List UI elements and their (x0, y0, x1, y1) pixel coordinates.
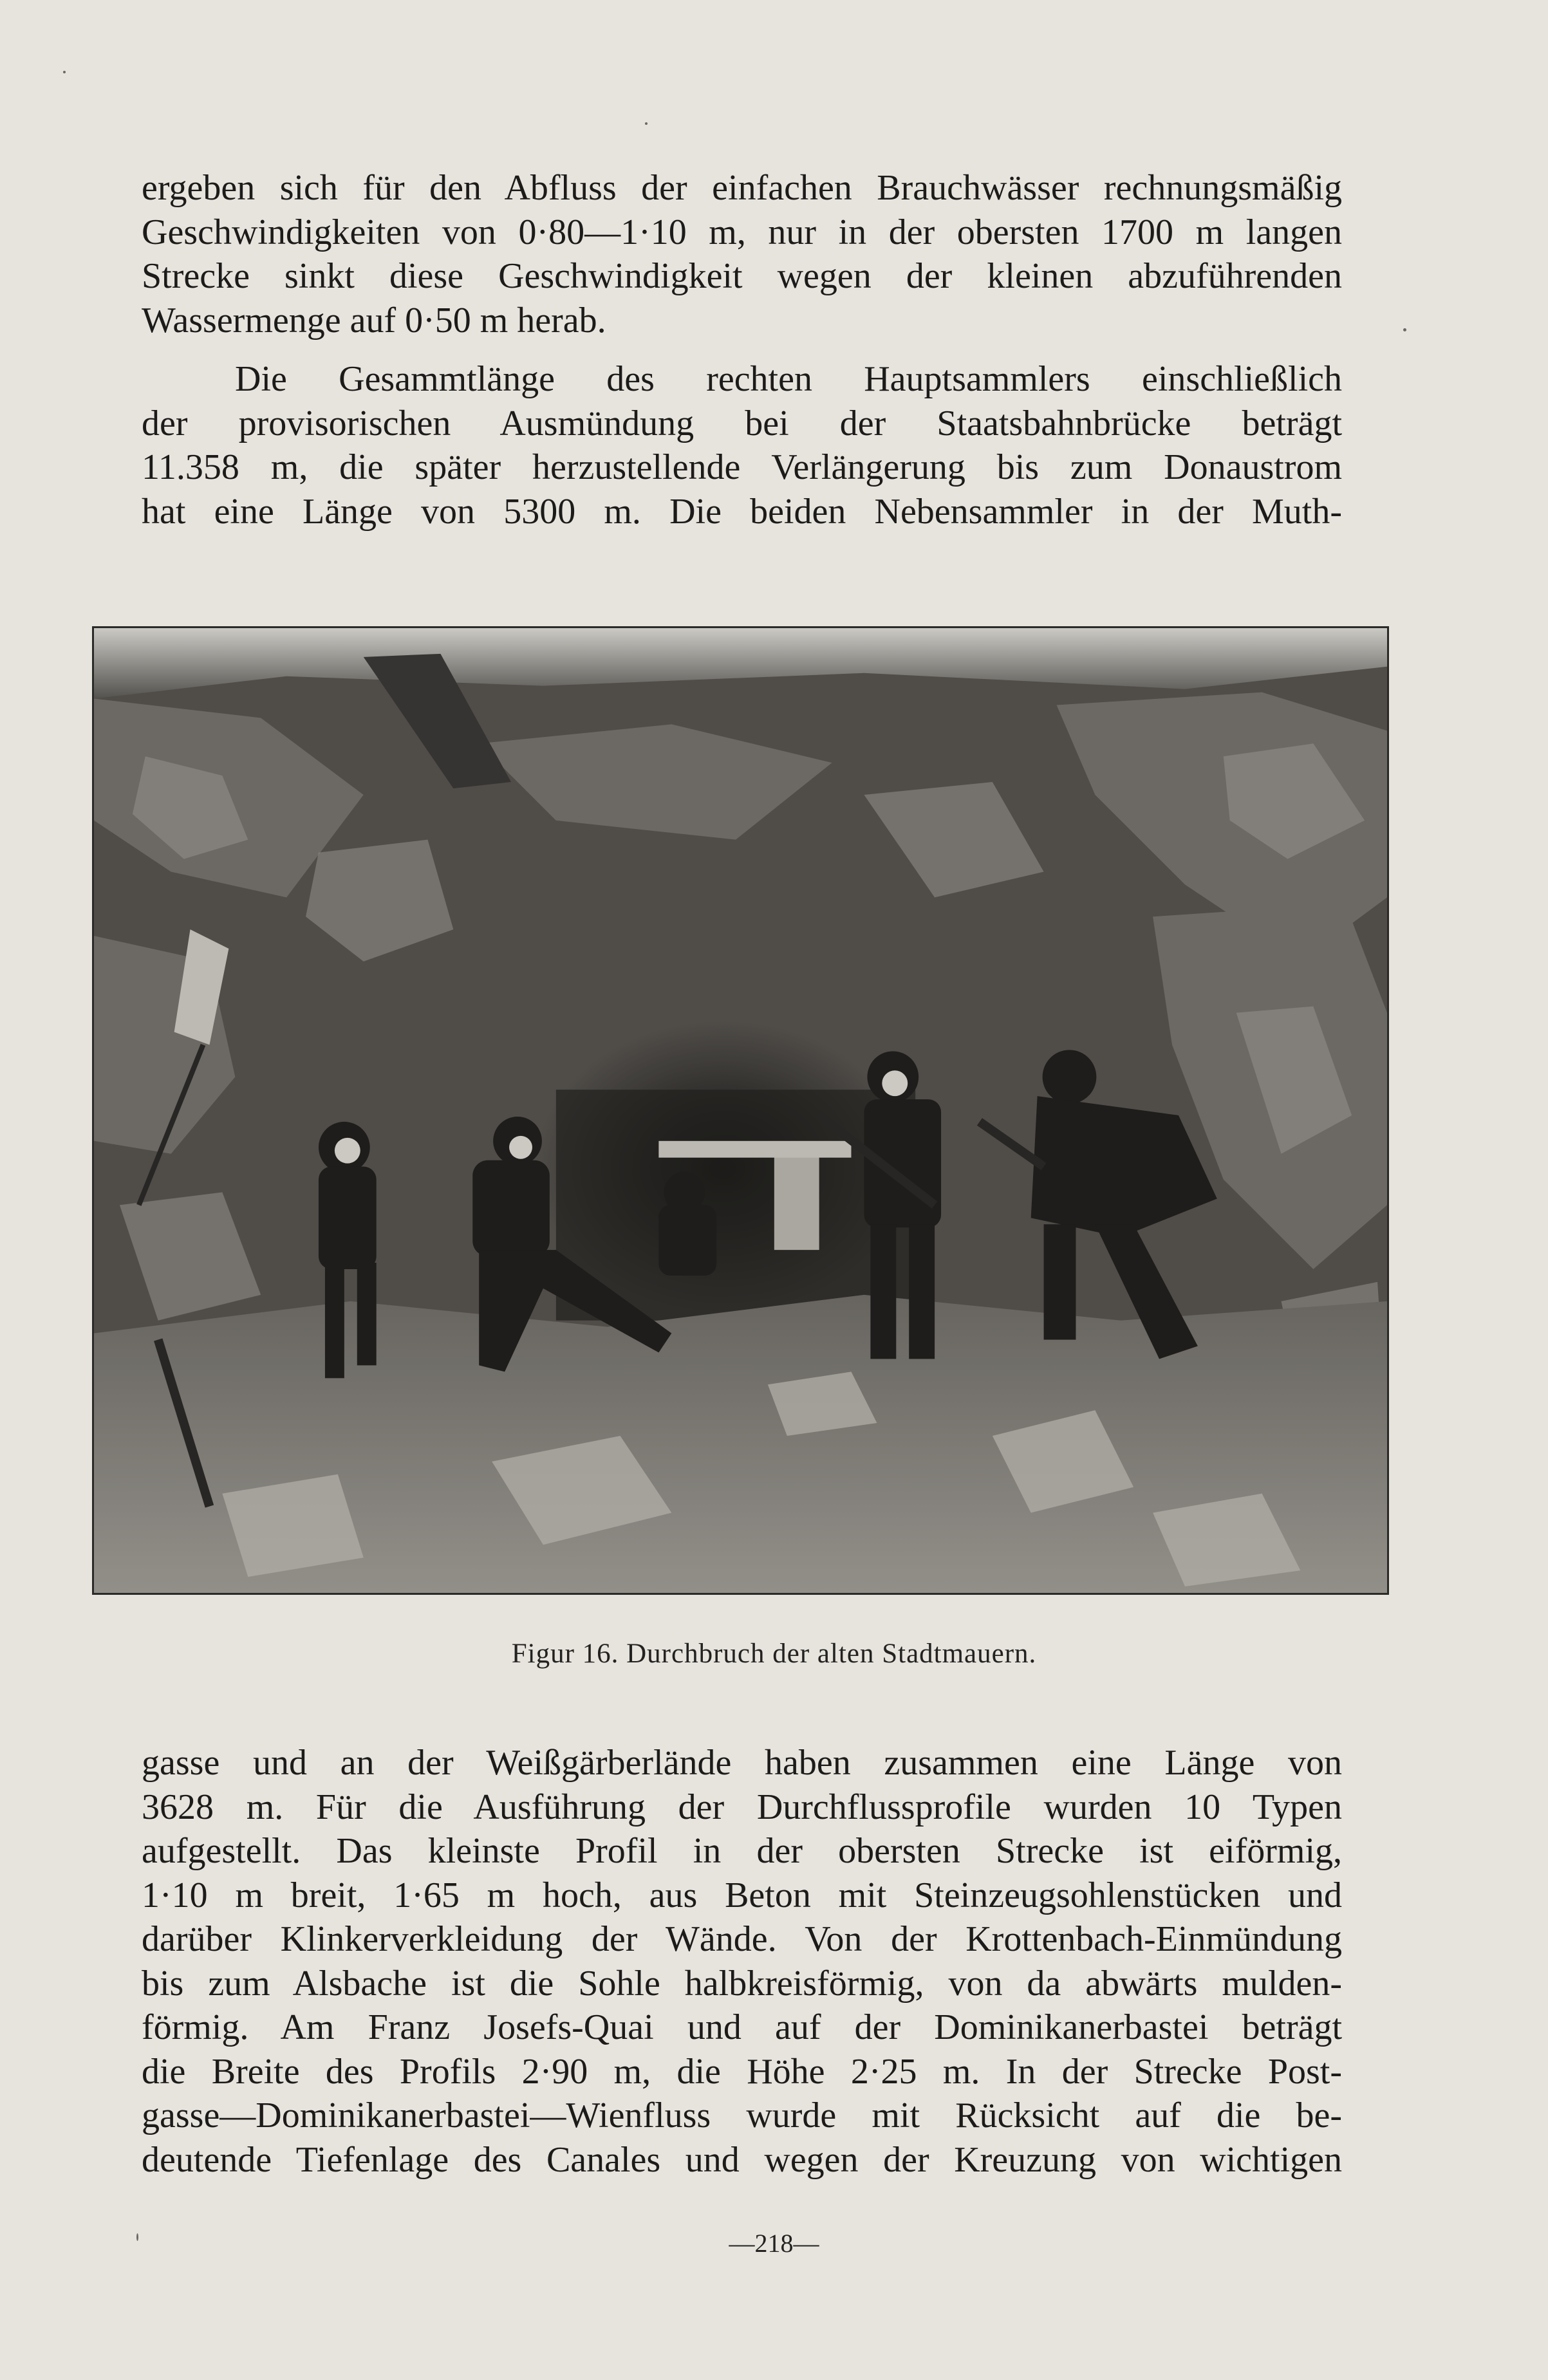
paper-speck (63, 71, 66, 73)
figure-photo-tunnel-workers (92, 626, 1389, 1595)
text-line: gasse und an der Weißgärberlände haben zusammen eine Länge von (142, 1743, 1342, 1783)
text-line: darüber Klinkerverkleidung der Wände. Von der Krottenbach-Einmündung (142, 1919, 1342, 1959)
text-line: Geschwindigkeiten von 0·80—1·10 m, nur in der obersten 1700 m langen (142, 212, 1342, 252)
text-line: aufgestellt. Das kleinste Profil in der obersten Strecke ist eiförmig, (142, 1831, 1342, 1871)
photo-illustration (94, 628, 1387, 1593)
text-line: Strecke sinkt diese Geschwindigkeit wegen der kleinen abzuführenden (142, 256, 1342, 296)
text-line: Wassermenge auf 0·50 m herab. (142, 300, 606, 340)
text-line: gasse—Dominikanerbastei—Wienfluss wurde mit Rücksicht auf die be- (142, 2096, 1342, 2135)
paragraph-middle (142, 357, 1342, 534)
paragraph-bottom (142, 1741, 1342, 2182)
text-line: Die Gesammtlänge des rechten Hauptsammlers einschließlich (235, 359, 1342, 399)
text-line: 1·10 m breit, 1·65 m hoch, aus Beton mit Steinzeugsohlenstücken und (142, 1875, 1342, 1915)
paper-speck (645, 122, 648, 125)
text-line: der provisorischen Ausmündung bei der Staatsbahnbrücke beträgt (142, 403, 1342, 443)
text-line: 3628 m. Für die Ausführung der Durchflussprofile wurden 10 Typen (142, 1787, 1342, 1827)
paper-speck (1403, 328, 1406, 331)
text-line: ergeben sich für den Abfluss der einfachen Brauchwässer rechnungsmäßig (142, 168, 1342, 208)
text-line: die Breite des Profils 2·90 m, die Höhe 2·25 m. In der Strecke Post- (142, 2051, 1342, 2092)
figure-caption: Figur 16. Durchbruch der alten Stadtmauern. (511, 1639, 1037, 1669)
page-number: —218— (729, 2229, 819, 2258)
paper-speck (136, 2233, 138, 2241)
text-line: bis zum Alsbache ist die Sohle halbkreisförmig, von da abwärts mulden- (142, 1963, 1342, 2003)
paragraph-top (142, 166, 1342, 342)
text-line: deutende Tiefenlage des Canales und wegen der Kreuzung von wichtigen (142, 2139, 1342, 2180)
text-line: förmig. Am Franz Josefs-Quai und auf der Dominikanerbastei beträgt (142, 2007, 1342, 2047)
text-line: 11.358 m, die später herzustellende Verlängerung bis zum Donaustrom (142, 447, 1342, 487)
text-line: hat eine Länge von 5300 m. Die beiden Nebensammler in der Muth- (142, 491, 1342, 532)
